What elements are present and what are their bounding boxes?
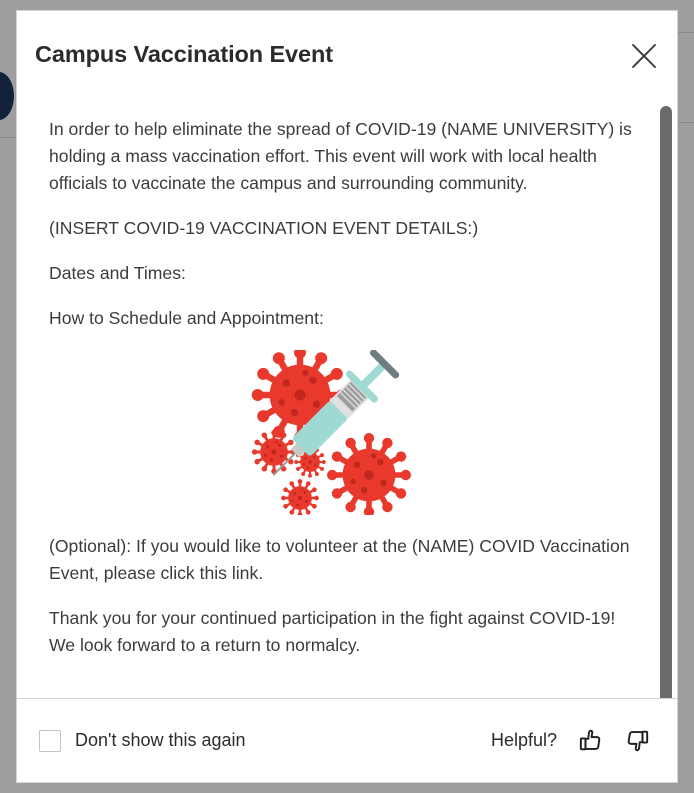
illustration-container	[49, 350, 637, 515]
background-divider-right-upper	[678, 32, 694, 33]
dont-show-again-label: Don't show this again	[75, 730, 246, 750]
modal-body	[17, 98, 677, 698]
modal-footer	[17, 698, 677, 782]
close-x-icon	[628, 40, 660, 72]
volunteer-paragraph: (Optional): If you would like to volunteer at the (NAME) COVID Vaccination Event, please click this link.	[49, 536, 630, 583]
background-avatar-circle	[0, 72, 14, 120]
dates-and-times-label: Dates and Times:	[49, 263, 186, 283]
dont-show-again-group[interactable]	[39, 730, 246, 752]
campus-vaccination-event-modal	[16, 10, 678, 783]
thank-you-paragraph: Thank you for your continued participation in the fight against COVID-19! We look forward to a return to normalcy.	[49, 608, 616, 655]
vertical-scrollbar[interactable]	[659, 98, 673, 698]
vertical-scrollbar-thumb[interactable]	[660, 106, 672, 698]
modal-header	[17, 11, 677, 98]
helpful-feedback-group	[491, 725, 653, 756]
close-button[interactable]	[625, 37, 663, 75]
how-to-schedule-label: How to Schedule and Appointment:	[49, 308, 324, 328]
coronavirus-syringe-illustration	[243, 350, 443, 515]
thumbs-down-icon	[624, 727, 651, 754]
thumbs-down-button[interactable]	[622, 725, 653, 756]
intro-paragraph: In order to help eliminate the spread of COVID-19 (NAME UNIVERSITY) is holding a mass vaccination effort. This event will work with local health officials to vaccinate the campus and surrounding community.	[49, 119, 632, 193]
dont-show-again-checkbox[interactable]	[39, 730, 61, 752]
helpful-label: Helpful?	[490, 730, 557, 750]
background-divider-right-lower	[678, 122, 694, 123]
modal-title: Campus Vaccination Event	[35, 41, 333, 67]
thumbs-up-icon	[577, 727, 604, 754]
thumbs-up-button[interactable]	[575, 725, 606, 756]
event-details-placeholder: (INSERT COVID-19 VACCINATION EVENT DETAILS:)	[49, 218, 479, 238]
